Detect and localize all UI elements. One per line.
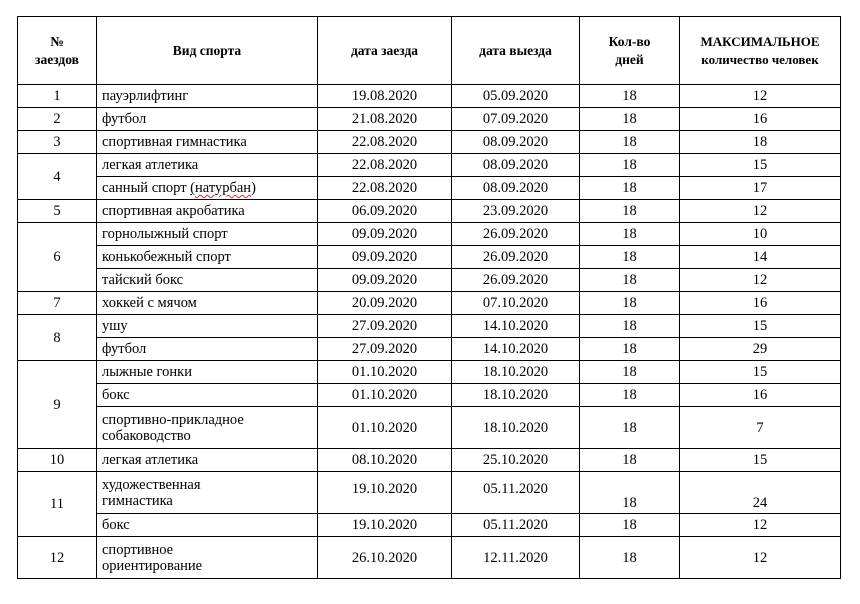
cell-departure: 07.09.2020 (452, 108, 580, 131)
cell-max: 12 (680, 514, 841, 537)
header-row (18, 17, 841, 85)
cell-max: 14 (680, 246, 841, 269)
cell-days: 18 (580, 200, 680, 223)
cell-max: 15 (680, 315, 841, 338)
cell-number: 7 (18, 292, 97, 315)
cell-arrival: 22.08.2020 (318, 131, 452, 154)
cell-departure: 05.11.2020 (452, 472, 580, 514)
cell-arrival: 19.08.2020 (318, 85, 452, 108)
cell-arrival: 26.10.2020 (318, 537, 452, 579)
cell-arrival: 01.10.2020 (318, 407, 452, 449)
cell-arrival: 06.09.2020 (318, 200, 452, 223)
table-row (18, 223, 841, 246)
cell-sport: бокс (97, 514, 318, 537)
table-row (18, 131, 841, 154)
cell-days: 18 (580, 449, 680, 472)
cell-departure: 23.09.2020 (452, 200, 580, 223)
cell-days: 18 (580, 131, 680, 154)
cell-max: 7 (680, 407, 841, 449)
cell-sport: спортивное ориентирование (97, 537, 318, 579)
cell-arrival: 08.10.2020 (318, 449, 452, 472)
cell-departure: 08.09.2020 (452, 154, 580, 177)
cell-days: 18 (580, 384, 680, 407)
cell-days: 18 (580, 537, 680, 579)
cell-departure: 08.09.2020 (452, 177, 580, 200)
cell-departure: 18.10.2020 (452, 407, 580, 449)
cell-arrival: 09.09.2020 (318, 269, 452, 292)
cell-max: 12 (680, 537, 841, 579)
cell-number: 10 (18, 449, 97, 472)
cell-arrival: 27.09.2020 (318, 315, 452, 338)
cell-arrival: 22.08.2020 (318, 177, 452, 200)
cell-sport: спортивная гимнастика (97, 131, 318, 154)
cell-sport: санный спорт (натурбан) (97, 177, 318, 200)
cell-max: 15 (680, 449, 841, 472)
cell-days: 18 (580, 315, 680, 338)
cell-departure: 12.11.2020 (452, 537, 580, 579)
cell-sport: горнолыжный спорт (97, 223, 318, 246)
cell-arrival: 01.10.2020 (318, 384, 452, 407)
cell-sport: легкая атлетика (97, 449, 318, 472)
cell-departure: 05.09.2020 (452, 85, 580, 108)
cell-max: 29 (680, 338, 841, 361)
cell-departure: 26.09.2020 (452, 246, 580, 269)
cell-number: 3 (18, 131, 97, 154)
cell-max: 12 (680, 269, 841, 292)
cell-arrival: 20.09.2020 (318, 292, 452, 315)
cell-sport: футбол (97, 108, 318, 131)
cell-max: 12 (680, 200, 841, 223)
cell-sport: спортивно-прикладное собаководство (97, 407, 318, 449)
cell-number: 1 (18, 85, 97, 108)
cell-sport: конькобежный спорт (97, 246, 318, 269)
cell-days: 18 (580, 108, 680, 131)
table-row (18, 108, 841, 131)
cell-number: 9 (18, 361, 97, 449)
table-row (18, 154, 841, 177)
cell-max: 24 (680, 472, 841, 514)
table-row (18, 246, 841, 269)
cell-sport: художественная гимнастика (97, 472, 318, 514)
cell-sport: бокс (97, 384, 318, 407)
cell-departure: 08.09.2020 (452, 131, 580, 154)
cell-departure: 26.09.2020 (452, 223, 580, 246)
table-row (18, 407, 841, 449)
table-row (18, 200, 841, 223)
cell-sport: футбол (97, 338, 318, 361)
header-max-people: МАКСИМАЛЬНОЕ количество человек (680, 17, 841, 85)
cell-number: 6 (18, 223, 97, 292)
cell-sport: спортивная акробатика (97, 200, 318, 223)
cell-max: 10 (680, 223, 841, 246)
cell-days: 18 (580, 246, 680, 269)
cell-arrival: 22.08.2020 (318, 154, 452, 177)
table-row (18, 449, 841, 472)
header-departure-date: дата выезда (452, 17, 580, 85)
cell-sport: пауэрлифтинг (97, 85, 318, 108)
cell-departure: 05.11.2020 (452, 514, 580, 537)
cell-sport: хоккей с мячом (97, 292, 318, 315)
cell-sport: ушу (97, 315, 318, 338)
table-row (18, 472, 841, 514)
header-sport: Вид спорта (97, 17, 318, 85)
cell-number: 12 (18, 537, 97, 579)
table-row (18, 269, 841, 292)
cell-days: 18 (580, 269, 680, 292)
schedule-table (17, 16, 841, 579)
cell-departure: 18.10.2020 (452, 384, 580, 407)
cell-departure: 14.10.2020 (452, 338, 580, 361)
cell-days: 18 (580, 361, 680, 384)
header-number: № заездов (18, 17, 97, 85)
cell-days: 18 (580, 154, 680, 177)
cell-days: 18 (580, 514, 680, 537)
cell-number: 4 (18, 154, 97, 200)
cell-arrival: 21.08.2020 (318, 108, 452, 131)
cell-max: 16 (680, 384, 841, 407)
cell-days: 18 (580, 177, 680, 200)
cell-departure: 25.10.2020 (452, 449, 580, 472)
cell-days: 18 (580, 85, 680, 108)
table-row (18, 85, 841, 108)
cell-arrival: 19.10.2020 (318, 514, 452, 537)
table-row (18, 361, 841, 384)
cell-max: 15 (680, 154, 841, 177)
table-row (18, 315, 841, 338)
cell-max: 18 (680, 131, 841, 154)
cell-arrival: 19.10.2020 (318, 472, 452, 514)
cell-number: 5 (18, 200, 97, 223)
cell-number: 8 (18, 315, 97, 361)
table-row (18, 384, 841, 407)
cell-days: 18 (580, 223, 680, 246)
cell-arrival: 09.09.2020 (318, 223, 452, 246)
table-row (18, 292, 841, 315)
cell-max: 12 (680, 85, 841, 108)
cell-days: 18 (580, 338, 680, 361)
cell-days: 18 (580, 292, 680, 315)
cell-sport: лыжные гонки (97, 361, 318, 384)
header-arrival-date: дата заезда (318, 17, 452, 85)
cell-max: 16 (680, 108, 841, 131)
cell-max: 15 (680, 361, 841, 384)
cell-days: 18 (580, 407, 680, 449)
cell-number: 2 (18, 108, 97, 131)
cell-sport: легкая атлетика (97, 154, 318, 177)
cell-departure: 18.10.2020 (452, 361, 580, 384)
cell-arrival: 27.09.2020 (318, 338, 452, 361)
cell-number: 11 (18, 472, 97, 537)
cell-max: 17 (680, 177, 841, 200)
cell-departure: 07.10.2020 (452, 292, 580, 315)
cell-departure: 14.10.2020 (452, 315, 580, 338)
header-days: Кол-во дней (580, 17, 680, 85)
cell-arrival: 09.09.2020 (318, 246, 452, 269)
table-row (18, 537, 841, 579)
cell-arrival: 01.10.2020 (318, 361, 452, 384)
cell-max: 16 (680, 292, 841, 315)
cell-days: 18 (580, 472, 680, 514)
cell-sport: тайский бокс (97, 269, 318, 292)
table-row (18, 177, 841, 200)
table-row (18, 338, 841, 361)
table-row (18, 514, 841, 537)
cell-departure: 26.09.2020 (452, 269, 580, 292)
